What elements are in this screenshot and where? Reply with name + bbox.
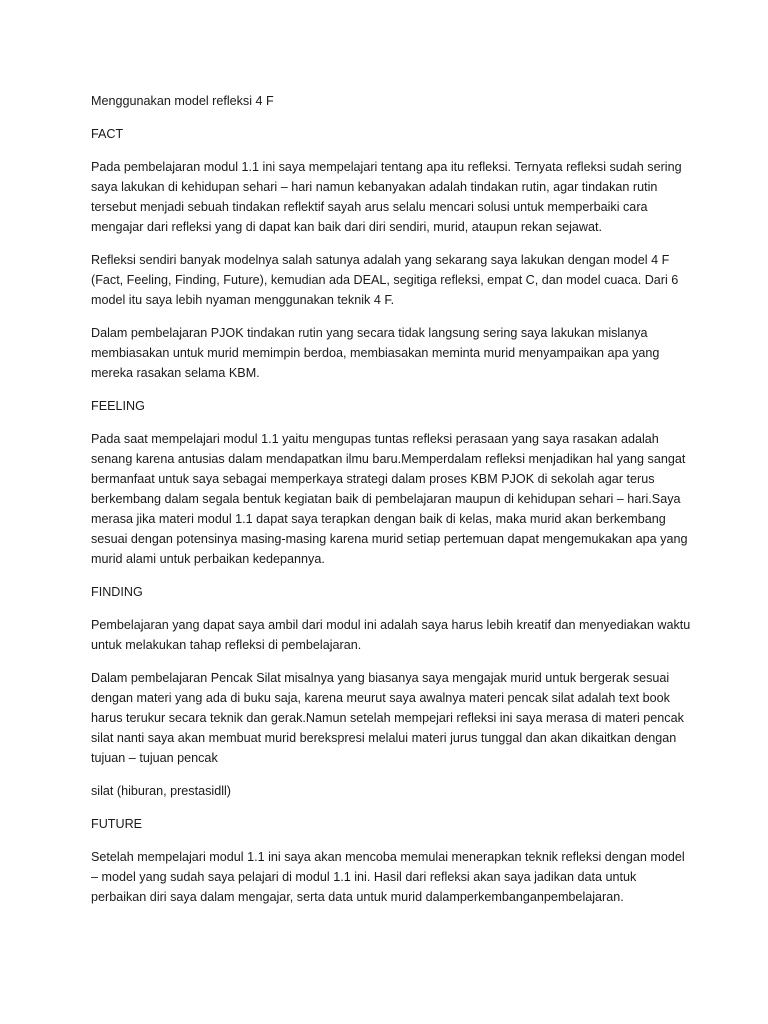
- section-heading-feeling: FEELING: [91, 399, 145, 413]
- paragraph: Dalam pembelajaran PJOK tindakan rutin yang secara tidak langsung sering saya lakukan mislanya membiasakan untuk murid memimpin berdoa, membiasakan meminta murid menyampaikan apa yang mereka rasakan selama KBM.: [91, 326, 660, 380]
- paragraph: Pada saat mempelajari modul 1.1 yaitu mengupas tuntas refleksi perasaan yang saya rasakan adalah senang karena antusias dalam mendapatkan ilmu baru.Memperdalam refleksi menjadikan hal yang sangat bermanfaat untuk saya sebagai memperkaya strategi dalam proses KBM PJOK di sekolah agar terus berkembang dalam segala bentuk kegiatan baik di pembelajaran maupun di kehidupan sehari – hari.Saya merasa jika materi modul 1.1 dapat saya terapkan dengan baik di kelas, maka murid akan berkembang sesuai dengan potensinya masing-masing karena murid setiap pertemuan dapat mengemukakan apa yang murid alami untuk perbaikan kedepannya.: [91, 432, 688, 566]
- paragraph: silat (hiburan, prestasidll): [91, 784, 231, 798]
- section-heading-future: FUTURE: [91, 817, 143, 831]
- paragraph: Refleksi sendiri banyak modelnya salah satunya adalah yang sekarang saya lakukan dengan model 4 F (Fact, Feeling, Finding, Future), kemudian ada DEAL, segitiga refleksi, empat C, dan model cuaca. Dari 6 model itu saya lebih nyaman menggunakan teknik 4 F.: [91, 253, 679, 307]
- paragraph: Dalam pembelajaran Pencak Silat misalnya yang biasanya saya mengajak murid untuk bergerak sesuai dengan materi yang ada di buku saja, karena meurut saya awalnya materi pencak silat adalah text book harus terukur secara teknik dan gerak.Namun setelah mempejari refleksi ini saya merasa di materi pencak silat nanti saya akan membuat murid berekspresi melalui materi jurus tunggal dan akan dikaitkan dengan tujuan – tujuan pencak: [91, 671, 684, 765]
- section-heading-finding: FINDING: [91, 585, 143, 599]
- paragraph: Pada pembelajaran modul 1.1 ini saya mempelajari tentang apa itu refleksi. Ternyata refleksi sudah sering saya lakukan di kehidupan sehari – hari namun kebanyakan adalah tindakan rutin, agar tindakan rutin tersebut menjadi sebuah tindakan reflektif sayah arus selalu mencari solusi untuk memperbaiki cara mengajar dari refleksi yang di dapat kan baik dari diri sendiri, murid, ataupun rekan sejawat.: [91, 160, 682, 234]
- section-heading-fact: FACT: [91, 127, 124, 141]
- paragraph: Setelah mempelajari modul 1.1 ini saya akan mencoba memulai menerapkan teknik refleksi dengan model – model yang sudah saya pelajari di modul 1.1 ini. Hasil dari refleksi akan saya jadikan data untuk perbaikan diri saya dalam mengajar, serta data untuk murid dalamperkembanganpembelajaran.: [91, 850, 685, 904]
- document-title: Menggunakan model refleksi 4 F: [91, 94, 274, 108]
- document-body: [91, 91, 691, 920]
- paragraph: Pembelajaran yang dapat saya ambil dari modul ini adalah saya harus lebih kreatif dan menyediakan waktu untuk melakukan tahap refleksi di pembelajaran.: [91, 618, 691, 652]
